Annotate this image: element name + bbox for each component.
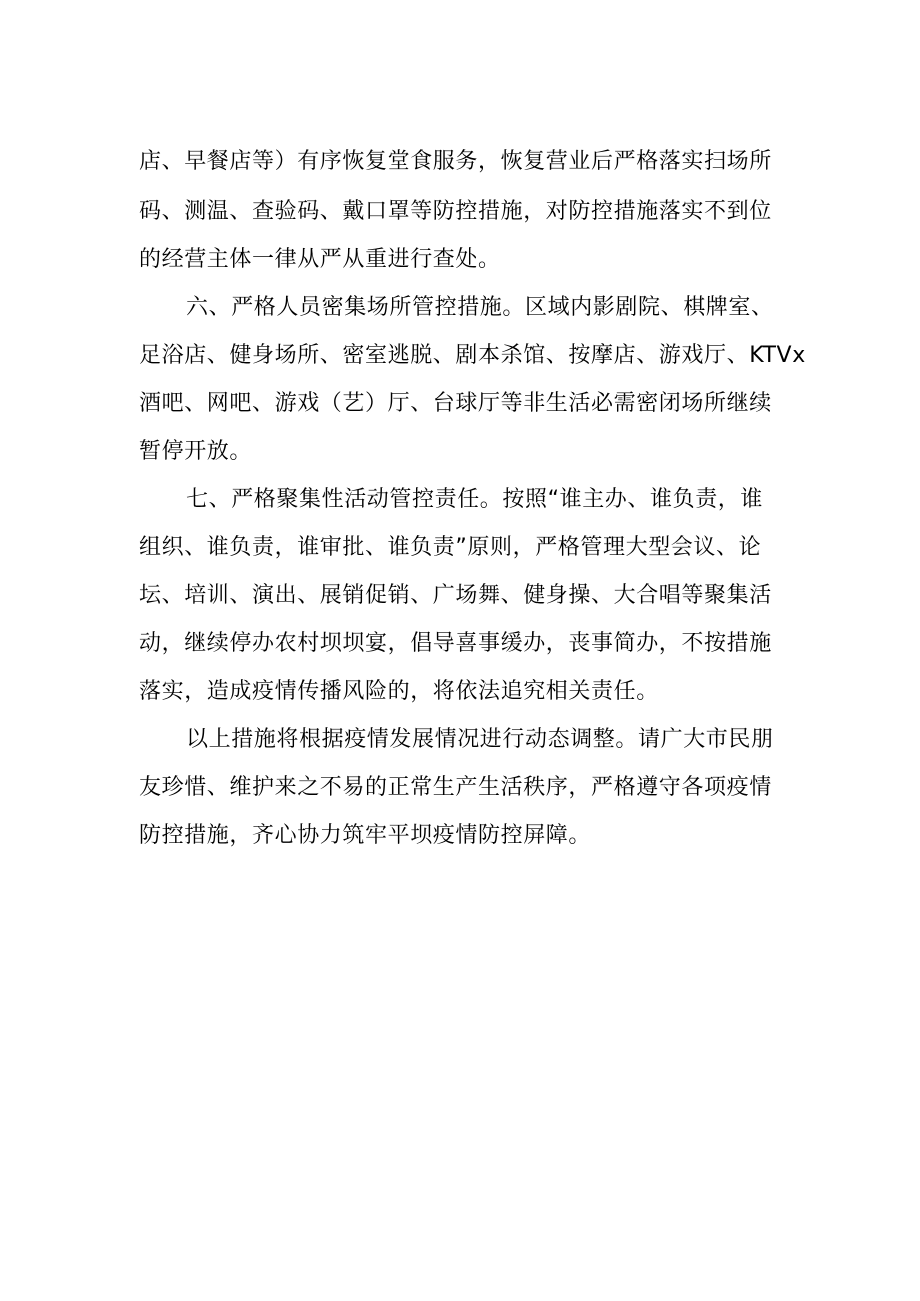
text-line: 店、早餐店等）有序恢复堂食服务，恢复营业后严格落实扫场所 (139, 149, 772, 174)
text-line: 落实，造成疫情传播风险的，将依法追究相关责任。 (139, 679, 659, 704)
text-line: 足浴店、健身场所、密室逃脱、剧本杀馆、按摩店、游戏厅、KTVx (139, 343, 806, 368)
paragraph-seven-heading-line: 七、严格聚集性活动管控责任。按照“谁主办、谁负责，谁 (186, 487, 763, 512)
closing-paragraph-line: 以上措施将根据疫情发展情况进行动态调整。请广大市民朋 (186, 727, 774, 752)
paragraph-six-heading-line: 六、严格人员密集场所管控措施。区域内影剧院、棋牌室、 (186, 295, 774, 320)
text-line: 友珍惜、维护来之不易的正常生产生活秩序，严格遵守各项疫情 (139, 775, 772, 800)
text-line: 酒吧、网吧、游戏（艺）厅、台球厅等非生活必需密闭场所继续 (139, 391, 772, 416)
text-line: 暂停开放。 (139, 439, 253, 464)
text-line: 坛、培训、演出、展销促销、广场舞、健身操、大合唱等聚集活 (139, 583, 772, 608)
text-line: 的经营主体一律从严从重进行查处。 (139, 247, 501, 272)
text-line: 防控措施，齐心协力筑牢平坝疫情防控屏障。 (139, 823, 592, 848)
text-line: 动，继续停办农村坝坝宴，倡导喜事缓办，丧事简办，不按措施 (139, 631, 772, 656)
text-line: 码、测温、查验码、戴口罩等防控措施，对防控措施落实不到位 (139, 199, 772, 224)
text-line: 组织、谁负责，谁审批、谁负责”原则，严格管理大型会议、论 (139, 535, 762, 560)
